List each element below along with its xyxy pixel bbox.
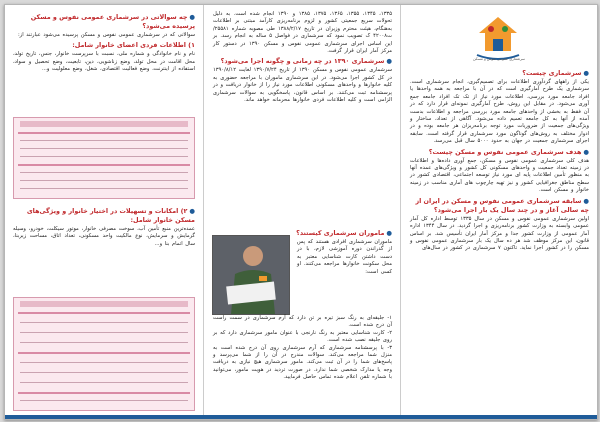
heading-household-facilities: ●۲) امکانات و تسهیلات در اختیار خانوار و ویژگی‌های مسکن خانوار شامل: [26, 207, 195, 224]
bullet-icon: ● [583, 69, 589, 77]
right-panel [402, 5, 597, 419]
heading-census-agents: ●ماموران سرشماری کیستند؟ [296, 229, 392, 237]
census-agent-photo [212, 235, 290, 315]
paragraph-census-goal: هدف کلی سرشماری عمومی نفوس و مسکن، جمع آوری داده‌ها و اطلاعات در زمینه تعداد جمعیت و واحدهای مسکونی کل کشور و ویژگی‌های عمده آنها به منظور تأمین اطلاعات پایه ای مورد نیاز توسعه اجتماعی، اقتصادی کشور در سطح مناطق جغرافیایی کشور و نیز تهیه چارچوب های آماری مناسب در زمینه خانوار و مسکن است. [410, 157, 589, 194]
paragraph-census-agents: ماموران سرشماری افرادی هستند که پس از گذراندن دوره آموزشی لازم، با در دست داشتن کارت شناسایی معتبر به محل سکونت خانوارها مراجعه می‌کنند. او کسی است: [297, 239, 392, 275]
bullet-icon: ● [189, 13, 195, 21]
heading-what-is-census: ●سرشماری چیست؟ [522, 69, 589, 77]
paragraph-agent-identification: ۱- جلیقه‌ای به رنگ سبز تیره بر تن دارد که آرم سرشماری در سمت راست آن درج شده است. ۲- کارت شناسایی معتبر به رنگ نارنجی با عنوان مامور سرشماری دارد که بر روی جلیقه نصب شده است. ۳- با پرسشنامه سرشماری که آرم سرشماری روی آن درج شده است به منزل شما مراجعه می‌کند. سوالات مندرج در آن را از شما می‌پرسد و پاسخ‌های شما را در آن ثبت می‌کند. مامور سرشماری هیچ نیازی به دریافت وجه یا مدارک شخصی شما ندارد. در صورت تردید در هویت مامور، می‌توانید با شماره تلفن اعلام شده تماس حاصل فرمایید. [213, 315, 392, 381]
fold-line [203, 5, 204, 419]
bullet-icon: ● [386, 57, 392, 66]
paragraph-census-history: اولین سرشماری عمومی نفوس و مسکن در سال ۱۳۳۵ توسط اداره کل آمار عمومی وابسته به وزارت کشور برنامه‌ریزی و اجرا گردید. در سال ۱۳۴۴ اداره آمار عمومی از وزارت کشور جدا و مرکز آمار ایران تأسیس شد. بر اساس قانون، این مرکز موظف شد هر ده سال یک بار سرشماری عمومی نفوس و مسکن را در کشور اجرا نماید. تاکنون ۷ سرشماری در کشور در سال‌های [410, 215, 589, 252]
left-panel [5, 5, 203, 419]
agent-figure-icon [213, 236, 289, 314]
heading-census-1390: ●سرشماری ۱۳۹۰ در چه زمانی و چگونه اجرا می‌شود؟ [220, 57, 392, 66]
middle-panel [205, 5, 400, 419]
questionnaire-form-image-2 [13, 297, 195, 411]
bullet-icon: ● [189, 207, 195, 215]
questionnaire-form-image-1 [13, 117, 195, 199]
fold-line [400, 5, 401, 419]
paragraph-household-facilities: عمده‌ترین منبع تأمین آب، سوخت مصرفی خانوار، موتور سیکلت، خودرو، وسیله گرمایش و سرمایش، نوع مالکیت واحد مسکونی، تعداد اتاق، مساحت زیربنا، سال اتمام بنا و... [13, 226, 195, 247]
bullet-icon: ● [386, 229, 392, 237]
logo-caption: سرشماری عمومی نفوس و مسکن [473, 57, 525, 61]
bullet-icon: ● [583, 147, 589, 156]
paragraph-questions-intro: سوالاتی که در سرشماری عمومی نفوس و مسکن پرسیده می‌شود عبارتند از: [17, 32, 195, 38]
heading-personal-info: ۱) اطلاعات فردی اعضای خانوار شامل: [72, 41, 195, 50]
paragraph-personal-info: نام و نام خانوادگی و شماره ملی، نسبت با سرپرست خانوار، جنس، تاریخ تولد، محل اقامت در محل تولد، وضع زناشویی، دین، تابعیت، وضع تحصیل و سواد، استفاده از اینترنت، وضع فعالیت اقتصادی، شغل، وضع معلولیت و... [13, 51, 195, 73]
bullet-icon: ● [583, 196, 589, 205]
paragraph-census-1390: سرشماری عمومی نفوس و مسکن ۱۳۹۰ از تاریخ ۱۳۹۰/۷/۲۴ لغایت ۱۳۹۰/۸/۱۲ در کل کشور اجرا می‌شود. در این سرشماری ماموران با مراجعه حضوری به کلیه خانوارها و واحدهای مسکونی اطلاعات مورد نیاز را از خانوار دریافت و در پرسشنامه ثبت می‌کنند. بر اساس قانون، پاسخگویی به سوالات سرشماری الزامی است و کلیه اطلاعات فردی خانوارها محرمانه خواهد ماند. [213, 67, 393, 104]
brochure [4, 4, 598, 420]
heading-census-history: ●سابقه سرشماری عمومی نفوس و مسکن در ایران از چه سالی آغاز و در چند سال یک بار اجرا می‌شود؟ [415, 196, 589, 214]
paragraph-what-is-census: یکی از راههای گردآوری اطلاعات برای تصمیم‌گیری، انجام سرشماری است. سرشماری یک طرح آمارگیری است که در آن با مراجعه به همه واحدها یا افراد جامعه مورد بررسی، اطلاعات مورد نیاز از تک تک افراد جامعه جمع آوری می‌شود. در مقابل این روش، طرح آمارگیری نمونه‌ای قرار دارد که در آن فقط به بخشی از واحدهای جامعه مورد بررسی مراجعه و اطلاعات بدست آمده از آنها به کل جامعه تعمیم داده می‌شود. آگاهی از تعداد، ساختار و ویژگی‌های جمعیت از ضروریات مورد توجه برنامه‌ریزان هر جامعه بوده و در ادوار مختلف به روش‌های گوناگون مورد سرشماری قرار گرفته است. سابقه اجرای سرشماری جمعیت در جهان به حدود ۵۰۰۰ سال قبل می‌رسد. [410, 79, 589, 145]
paragraph-census-years: ۱۳۳۵، ۱۳۴۵، ۱۳۵۵، ۱۳۶۵، ۱۳۷۵، ۱۳۸۵ و ۱۳۹۰ انجام شده است. به دلیل تحولات سریع جمعیتی کشور و لزوم برنامه‌ریزی کارآمد مبتنی بر اطلاعات به‌هنگام، هیئت محترم وزیران در تاریخ ۱۳۸۸/۲/۱۷ طی مصوبه شماره ۲۵۵۸۱/ت۴۲۰۰۸ ک تصویب نمود که سرشماری در فواصل ۵ ساله به انجام رسد. بر این اساس اجرای سرشماری عمومی نفوس و مسکن ۱۳۹۰ در دستور کار مرکز آمار ایران قرار گرفت. [213, 11, 392, 55]
heading-census-questions: ●چه سوالاتی در سرشماری عمومی نفوس و مسکن پرسیده می‌شود؟ [30, 13, 195, 30]
bottom-band [5, 415, 597, 419]
heading-census-goal: ●هدف سرشماری عمومی نفوس و مسکن چیست؟ [428, 147, 589, 156]
